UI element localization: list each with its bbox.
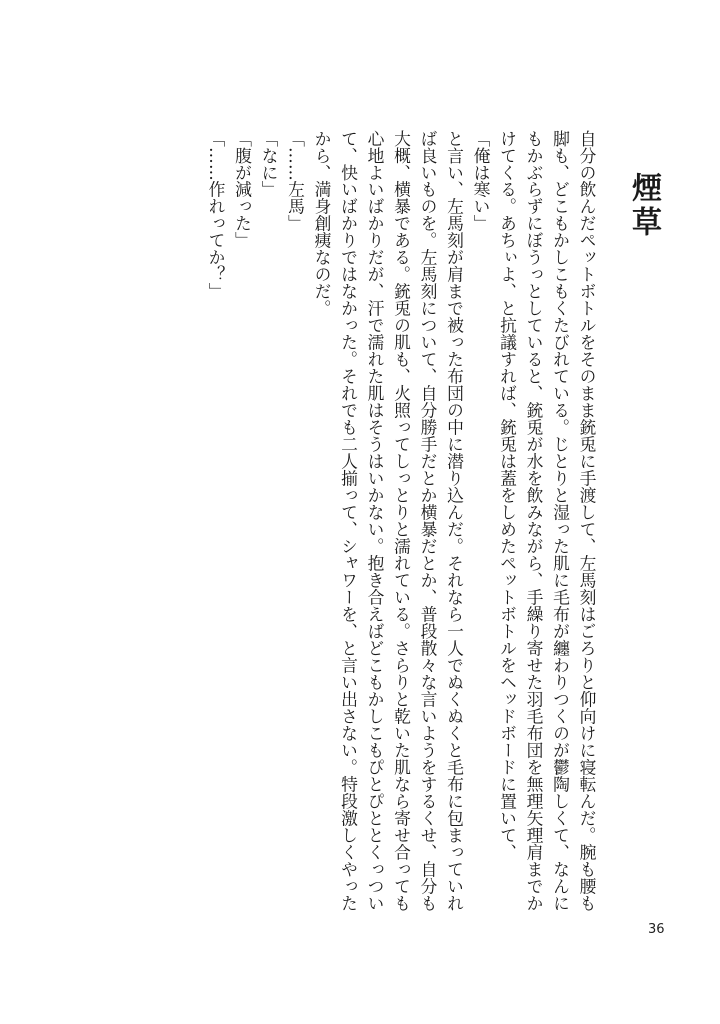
page-number: 36 [648,922,665,937]
dialogue-line: 「……作れってか？」 [206,130,226,300]
dialogue-line: 「俺は寒い」 [471,130,491,232]
paragraph: と言い、左馬刻が肩まで被った布団の中に潜り込んだ。それなら一人でぬくぬくと毛布に包まっていれば良いものを。左馬刻について、自分勝手だとか横暴だとか、普段散々な言いようをするくせ、自分も大概、横暴である。銃兎の肌も、火照ってしっとりと濡れている。さらりと乾いた肌なら寄せ合っても心地よいばかりだが、汗で濡れた肌はそうはいかない。抱き合えばどこもかしこもぴとぴととくっついて、快いばかりではなかった。それでも二人揃って、シャワーを、と言い出さない。特段激しくやったから、満身創痍なのだ。 [312,130,465,912]
paragraph: 自分の飲んだペットボトルをそのまま銃兎に手渡して、左馬刻はごろりと仰向けに寝転んだ。腕も腰も脚も、どこもかしこもくたびれている。じとりと湿った肌に毛布が纏わりつくのが鬱陶しくて、なんにもかぶらずにぼうっとしていると、銃兎が水を飲みながら、手繰り寄せた羽毛布団を無理矢理肩までかけてくる。あちぃよ、と抗議すれば、銃兎は蓋をしめたペットボトルをヘッドボードに置いて、 [497,130,597,912]
body-text [120,130,600,920]
dialogue-line: 「……左馬」 [285,130,306,232]
chapter-title: 煙草 [626,172,661,240]
dialogue-line: 「なに」 [259,130,279,198]
dialogue-line: 「腹が減った」 [232,130,253,249]
